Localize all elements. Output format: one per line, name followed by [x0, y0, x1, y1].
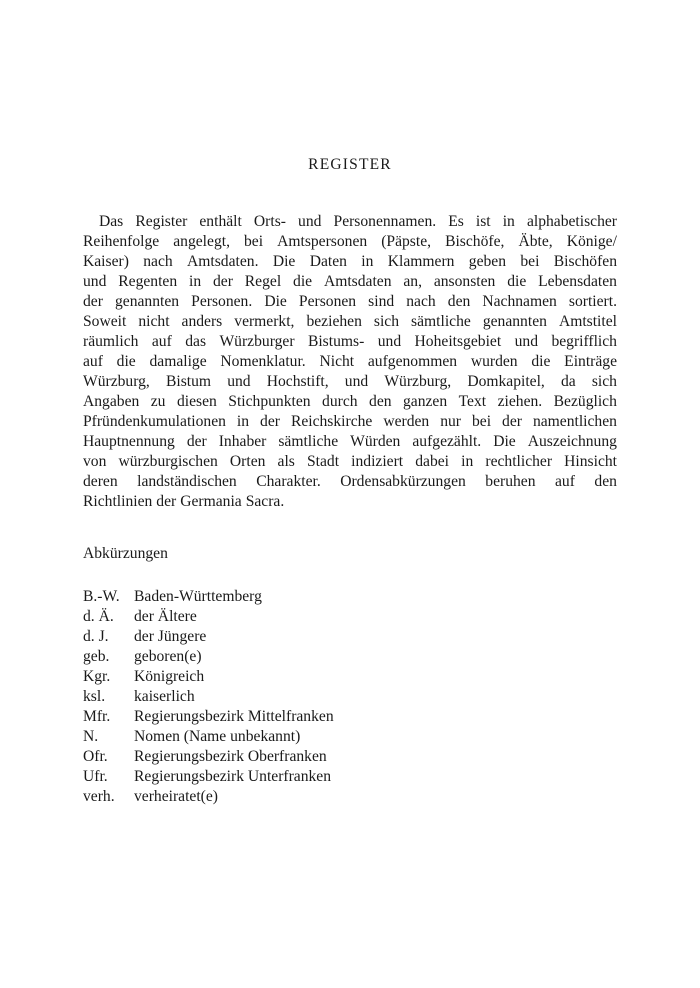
- intro-word: ist: [475, 213, 491, 230]
- intro-word: bei: [520, 253, 540, 270]
- intro-word: Würzburg,: [384, 373, 452, 390]
- intro-word: genannten: [482, 313, 547, 330]
- intro-word: nach: [406, 293, 436, 310]
- intro-word: in: [461, 453, 474, 470]
- intro-word: die: [507, 273, 527, 290]
- intro-word: Register: [135, 213, 188, 230]
- intro-word: Hauptnennung: [83, 433, 175, 450]
- intro-word: die: [531, 353, 551, 370]
- abbreviation-term: d. Ä.: [83, 608, 114, 625]
- intro-word: nur: [440, 413, 461, 430]
- intro-word: angelegt,: [173, 233, 230, 250]
- intro-word: Germania: [180, 493, 242, 510]
- intro-word: Würzburg,: [83, 373, 150, 390]
- intro-word: sich: [373, 313, 400, 330]
- abbreviation-row: [83, 707, 334, 727]
- intro-word: geben: [468, 253, 507, 270]
- abbreviation-term: N.: [83, 728, 99, 745]
- intro-word: Auszeichnung: [527, 433, 617, 450]
- intro-word: Einträge: [564, 353, 617, 370]
- intro-line: [83, 392, 617, 412]
- abbreviation-row: [83, 687, 334, 707]
- intro-word: Hoheitsgebiet: [414, 333, 502, 350]
- intro-word: und: [83, 273, 107, 290]
- intro-word: Personennamen.: [333, 213, 437, 230]
- intro-word: Lebensdaten: [538, 273, 617, 290]
- intro-word: zu: [150, 393, 166, 410]
- intro-word: aufgezählt.: [412, 433, 482, 450]
- intro-word: Pfründenkumulationen: [83, 413, 226, 430]
- abbreviation-term: verh.: [83, 788, 115, 805]
- abbreviation-term: Mfr.: [83, 708, 111, 725]
- intro-word: von: [83, 453, 107, 470]
- intro-line: [83, 292, 617, 312]
- intro-word: wurden: [470, 353, 518, 370]
- intro-line: [83, 412, 617, 432]
- intro-word: da: [560, 373, 576, 390]
- abbreviation-term: d. J.: [83, 628, 109, 645]
- intro-word: Nomenklatur.: [220, 353, 306, 370]
- intro-word: der: [186, 433, 207, 450]
- intro-word: und: [344, 373, 369, 390]
- intro-word: Stichpunkten: [228, 393, 311, 410]
- intro-word: in: [236, 413, 250, 430]
- abbreviation-meaning: Regierungsbezirk Oberfranken: [134, 748, 327, 765]
- intro-word: Nachnamen: [482, 293, 557, 310]
- intro-word: Bistum: [165, 373, 212, 390]
- intro-word: und: [377, 333, 402, 350]
- intro-line: [83, 232, 617, 252]
- intro-word: in: [361, 253, 374, 270]
- intro-word: Amtsdaten.: [187, 253, 259, 270]
- intro-word: werden: [383, 413, 430, 430]
- intro-word: bei: [471, 413, 492, 430]
- intro-word: Domkapitel,: [467, 373, 545, 390]
- intro-word: der: [260, 413, 280, 430]
- intro-line: [83, 372, 617, 392]
- abbreviation-row: [83, 627, 334, 647]
- abbreviation-meaning: Regierungsbezirk Mittelfranken: [134, 708, 334, 725]
- intro-word: Reichskirche: [290, 413, 373, 430]
- intro-word: Würzburger: [219, 333, 295, 350]
- abbreviation-meaning: der Jüngere: [134, 628, 207, 645]
- intro-word: Personen: [298, 293, 357, 310]
- abbreviation-term: Ufr.: [83, 768, 108, 785]
- intro-word: in: [502, 213, 515, 230]
- intro-word: Hinsicht: [564, 453, 617, 470]
- abbreviation-row: [83, 787, 334, 807]
- intro-word: Angaben: [83, 393, 140, 410]
- abbreviation-meaning: Regierungsbezirk Unterfranken: [134, 768, 332, 785]
- abbreviation-row: [83, 767, 334, 787]
- intro-line: [83, 452, 617, 472]
- intro-word: ansonsten: [433, 273, 496, 290]
- abbreviation-row: [83, 747, 334, 767]
- intro-word: Würden: [350, 433, 401, 450]
- intro-word: Bischöfe,: [445, 233, 505, 250]
- intro-word: nach: [143, 253, 173, 270]
- intro-word: aufgenommen: [367, 353, 458, 370]
- intro-word: als: [277, 453, 295, 470]
- abbreviation-meaning: geboren(e): [134, 648, 202, 665]
- intro-line: [83, 212, 617, 232]
- intro-word: Charakter.: [256, 473, 321, 490]
- intro-word: Klammern: [387, 253, 455, 270]
- intro-word: Amtspersonen: [277, 233, 368, 250]
- intro-line: [83, 332, 617, 352]
- intro-word: namentlichen: [532, 413, 617, 430]
- intro-word: würzburgischen: [118, 453, 218, 470]
- intro-word: genannten: [115, 293, 180, 310]
- abbreviation-row: [83, 727, 334, 747]
- abbreviation-meaning: Königreich: [134, 668, 205, 685]
- intro-word: begrifflich: [551, 333, 617, 350]
- abbreviation-term: Ofr.: [83, 748, 108, 765]
- abbreviation-row: [83, 647, 334, 667]
- intro-word: Die: [493, 433, 516, 450]
- intro-line: [83, 472, 617, 492]
- intro-word: Es: [448, 213, 464, 230]
- intro-word: sämtliche: [411, 313, 471, 330]
- intro-line: [83, 352, 617, 372]
- intro-word: ziehen.: [497, 393, 543, 410]
- intro-word: vermerkt,: [234, 313, 295, 330]
- intro-word: Nicht: [319, 353, 355, 370]
- intro-word: beruhen: [485, 473, 536, 490]
- abbreviations-heading: Abkürzungen: [83, 545, 168, 562]
- intro-word: landständischen: [137, 473, 237, 490]
- intro-word: der: [502, 413, 522, 430]
- intro-word: räumlich: [83, 333, 139, 350]
- intro-word: Soweit: [83, 313, 127, 330]
- intro-word: die: [293, 273, 313, 290]
- intro-word: dabei: [415, 453, 450, 470]
- intro-word: Kaiser): [83, 253, 129, 270]
- intro-word: und: [227, 373, 251, 390]
- abbreviation-term: geb.: [83, 648, 110, 665]
- intro-word: Könige/: [566, 233, 617, 250]
- intro-word: Orten: [229, 453, 266, 470]
- intro-word: bei: [244, 233, 264, 250]
- intro-word: Amtsdaten: [323, 273, 392, 290]
- intro-word: an,: [403, 273, 422, 290]
- intro-word: Bistums-: [307, 333, 365, 350]
- intro-word: der: [213, 273, 233, 290]
- intro-word: Hochstift,: [266, 373, 329, 390]
- intro-word: Amtstitel: [558, 313, 617, 330]
- intro-word: der: [156, 493, 177, 510]
- intro-word: den: [369, 393, 392, 410]
- intro-line: [83, 272, 617, 292]
- intro-word: indiziert: [351, 453, 404, 470]
- intro-word: diesen: [176, 393, 217, 410]
- intro-word: Die: [264, 293, 287, 310]
- intro-line: [83, 492, 617, 512]
- intro-word: und: [298, 213, 322, 230]
- intro-word: Bezüglich: [553, 393, 617, 410]
- intro-word: die: [116, 353, 136, 370]
- abbreviation-meaning: Baden-Württemberg: [134, 588, 262, 605]
- abbreviation-term: B.-W.: [83, 588, 120, 605]
- intro-word: sortiert.: [568, 293, 617, 310]
- intro-word: ganzen: [403, 393, 448, 410]
- abbreviation-term: ksl.: [83, 688, 106, 705]
- intro-word: Stadt: [306, 453, 340, 470]
- intro-word: Personen.: [191, 293, 253, 310]
- abbreviation-row: [83, 607, 334, 627]
- intro-word: in: [189, 273, 202, 290]
- intro-word: Text: [458, 393, 487, 410]
- abbreviation-row: [83, 667, 334, 687]
- intro-line: [83, 312, 617, 332]
- intro-word: Ordensabkürzungen: [340, 473, 466, 490]
- intro-word: beziehen: [306, 313, 362, 330]
- intro-word: enthält: [199, 213, 242, 230]
- intro-word: Orts-: [253, 213, 286, 230]
- intro-word: Richtlinien: [83, 493, 153, 510]
- intro-word: Daten: [309, 253, 347, 270]
- intro-word: sind: [368, 293, 395, 310]
- intro-word: Sacra.: [245, 493, 285, 510]
- intro-word: Regel: [244, 273, 282, 290]
- page-title: REGISTER: [308, 156, 392, 173]
- abbreviation-meaning: Nomen (Name unbekannt): [134, 728, 301, 745]
- abbreviation-meaning: kaiserlich: [134, 688, 195, 705]
- abbreviation-meaning: der Ältere: [134, 608, 197, 625]
- intro-word: den: [594, 473, 617, 490]
- intro-word: damalige: [149, 353, 207, 370]
- abbreviation-row: [83, 587, 334, 607]
- intro-word: den: [447, 293, 471, 310]
- intro-word: auf: [151, 333, 172, 350]
- intro-word: und: [514, 333, 538, 350]
- intro-word: Regenten: [118, 273, 178, 290]
- intro-word: Das: [99, 213, 124, 230]
- intro-word: Inhaber: [218, 433, 267, 450]
- intro-word: rechtlicher: [485, 453, 553, 470]
- intro-word: Bischöfen: [553, 253, 617, 270]
- intro-word: alphabetischer: [526, 213, 617, 230]
- abbreviation-meaning: verheiratet(e): [134, 788, 218, 805]
- abbreviation-term: Kgr.: [83, 668, 111, 685]
- intro-word: sich: [591, 373, 617, 390]
- intro-word: auf: [555, 473, 575, 490]
- intro-word: anders: [181, 313, 223, 330]
- abbreviations-list: [83, 587, 334, 807]
- intro-word: deren: [83, 473, 118, 490]
- intro-word: das: [185, 333, 207, 350]
- intro-paragraph: [83, 212, 617, 512]
- intro-word: Die: [272, 253, 296, 270]
- intro-line: [83, 252, 617, 272]
- intro-word: nicht: [138, 313, 170, 330]
- intro-word: Reihenfolge: [83, 233, 160, 250]
- intro-word: sämtliche: [278, 433, 339, 450]
- intro-word: der: [83, 293, 103, 310]
- intro-word: Äbte,: [518, 233, 553, 250]
- intro-word: auf: [83, 353, 103, 370]
- intro-word: (Päpste,: [381, 233, 432, 250]
- intro-word: durch: [322, 393, 358, 410]
- intro-line: [83, 432, 617, 452]
